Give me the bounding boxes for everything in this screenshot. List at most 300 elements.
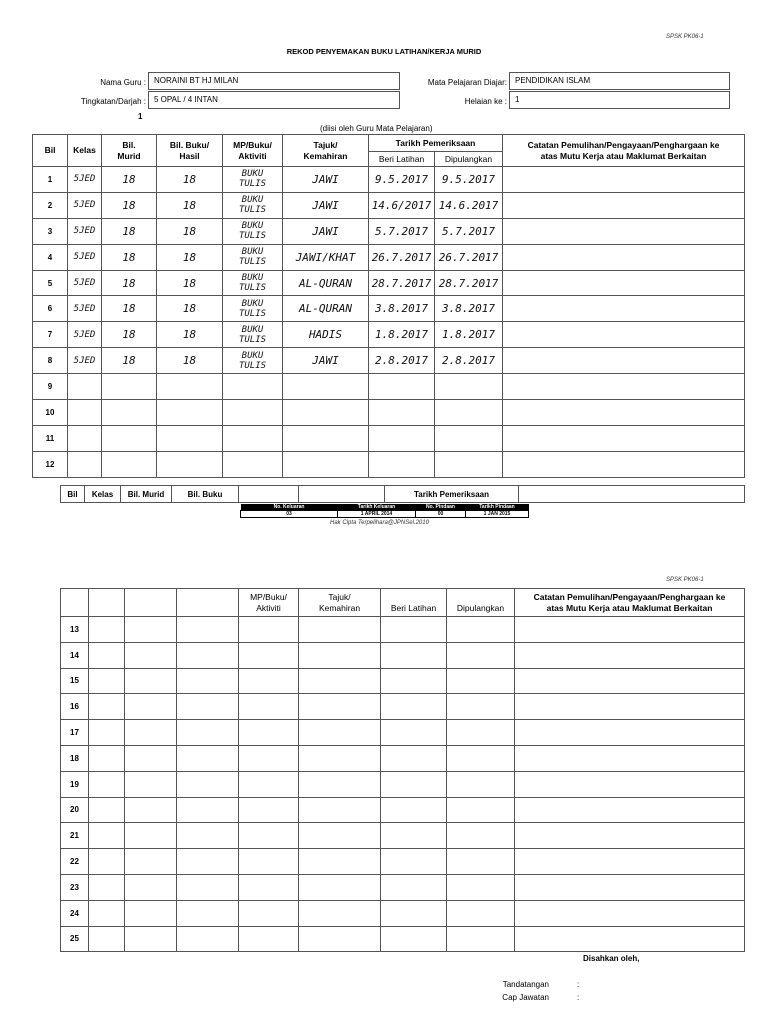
tarikh-keluaran-value: 1 APRIL 2014 bbox=[338, 511, 416, 518]
cell-empty[interactable] bbox=[515, 926, 745, 952]
cell-empty[interactable] bbox=[239, 617, 299, 643]
cell-catatan[interactable] bbox=[503, 244, 745, 270]
tandatangan-colon: : bbox=[577, 980, 580, 989]
cell-bil-buku[interactable]: 18 bbox=[157, 322, 223, 348]
cell-bil[interactable]: 13 bbox=[61, 617, 89, 643]
cell-beri-latihan[interactable]: 9.5.2017 bbox=[369, 167, 435, 193]
cell-catatan[interactable] bbox=[503, 192, 745, 218]
cell-bil-murid[interactable]: 18 bbox=[102, 296, 157, 322]
cell-empty[interactable] bbox=[177, 874, 239, 900]
cell-bil[interactable]: 21 bbox=[61, 823, 89, 849]
cell-kelas[interactable]: 5JED bbox=[68, 270, 102, 296]
form-code: SPSK PK06-1 bbox=[666, 34, 704, 40]
cell-empty[interactable] bbox=[177, 668, 239, 694]
cell-catatan[interactable] bbox=[503, 167, 745, 193]
cell-empty[interactable] bbox=[125, 720, 177, 746]
cell-dipulangkan[interactable]: 5.7.2017 bbox=[435, 218, 503, 244]
cell-empty[interactable] bbox=[515, 900, 745, 926]
table-row bbox=[33, 451, 745, 477]
cell-mp[interactable]: BUKU TULIS bbox=[223, 270, 283, 296]
cell-bil[interactable]: 22 bbox=[61, 849, 89, 875]
cell-kelas[interactable]: 5JED bbox=[68, 348, 102, 374]
cell-empty[interactable] bbox=[239, 720, 299, 746]
cell-empty[interactable] bbox=[177, 771, 239, 797]
cell-bil[interactable]: 17 bbox=[61, 720, 89, 746]
cell-empty[interactable] bbox=[515, 874, 745, 900]
cell-empty[interactable] bbox=[299, 642, 381, 668]
cell-dipulangkan[interactable] bbox=[435, 425, 503, 451]
cell-bil[interactable]: 9 bbox=[33, 374, 68, 400]
cell-dipulangkan[interactable] bbox=[435, 400, 503, 426]
cell-bil[interactable]: 6 bbox=[33, 296, 68, 322]
cell-empty[interactable] bbox=[515, 823, 745, 849]
cell-kelas[interactable]: 5JED bbox=[68, 322, 102, 348]
footer-bil-murid: Bil. Murid bbox=[121, 486, 172, 503]
cell-catatan[interactable] bbox=[503, 322, 745, 348]
cell-empty[interactable] bbox=[299, 745, 381, 771]
cell-beri-latihan[interactable]: 26.7.2017 bbox=[369, 244, 435, 270]
table-row bbox=[61, 823, 745, 849]
no-keluaran-label: No. Keluaran bbox=[241, 504, 338, 511]
cell-empty[interactable] bbox=[89, 874, 125, 900]
table-row bbox=[33, 244, 745, 270]
cell-empty[interactable] bbox=[447, 694, 515, 720]
nama-guru-field[interactable]: NORAINI BT HJ MILAN bbox=[148, 72, 400, 90]
cell-empty[interactable] bbox=[447, 900, 515, 926]
table-row bbox=[33, 425, 745, 451]
cell-empty[interactable] bbox=[299, 900, 381, 926]
cell-tajuk[interactable]: JAWI bbox=[283, 192, 369, 218]
cell-bil[interactable]: 25 bbox=[61, 926, 89, 952]
cell-kelas[interactable]: 5JED bbox=[68, 296, 102, 322]
helaian-field[interactable]: 1 bbox=[509, 91, 730, 109]
copyright: Hak Cipta Terpelihara@JPNSel.2010 bbox=[330, 520, 429, 526]
tarikh-keluaran-label: Tarikh Keluaran bbox=[338, 504, 416, 511]
cell-empty[interactable] bbox=[239, 642, 299, 668]
cell-beri-latihan[interactable]: 14.6/2017 bbox=[369, 192, 435, 218]
no-keluaran-value: 03 bbox=[241, 511, 338, 518]
cell-empty[interactable] bbox=[125, 823, 177, 849]
cell-empty[interactable] bbox=[515, 694, 745, 720]
cell-empty[interactable] bbox=[299, 771, 381, 797]
cell-empty[interactable] bbox=[381, 642, 447, 668]
cell-empty[interactable] bbox=[89, 720, 125, 746]
table-row bbox=[61, 900, 745, 926]
cell-tajuk[interactable]: AL-QURAN bbox=[283, 270, 369, 296]
cell-empty[interactable] bbox=[381, 849, 447, 875]
cell-kelas[interactable]: 5JED bbox=[68, 192, 102, 218]
cell-dipulangkan[interactable]: 9.5.2017 bbox=[435, 167, 503, 193]
cell-mp[interactable] bbox=[223, 425, 283, 451]
cell-bil[interactable]: 12 bbox=[33, 451, 68, 477]
cell-bil-buku[interactable]: 18 bbox=[157, 296, 223, 322]
cell-empty[interactable] bbox=[447, 617, 515, 643]
cell-beri-latihan[interactable] bbox=[369, 451, 435, 477]
cell-empty[interactable] bbox=[447, 823, 515, 849]
cell-catatan[interactable] bbox=[503, 425, 745, 451]
cell-empty[interactable] bbox=[381, 745, 447, 771]
footer-bil: Bil bbox=[61, 486, 85, 503]
hdr-bil-buku: Bil. Buku/ Hasil bbox=[157, 135, 223, 167]
cell-bil-murid[interactable] bbox=[102, 400, 157, 426]
cell-empty[interactable] bbox=[125, 668, 177, 694]
cell-tajuk[interactable] bbox=[283, 400, 369, 426]
cell-empty[interactable] bbox=[125, 694, 177, 720]
cell-empty[interactable] bbox=[447, 849, 515, 875]
cell-empty[interactable] bbox=[299, 874, 381, 900]
cell-mp[interactable] bbox=[223, 374, 283, 400]
cell-tajuk[interactable] bbox=[283, 425, 369, 451]
table-row bbox=[61, 642, 745, 668]
p2-hdr-beri-latihan: Beri Latihan bbox=[381, 589, 447, 617]
cell-tajuk[interactable]: JAWI bbox=[283, 218, 369, 244]
cell-bil[interactable]: 2 bbox=[33, 192, 68, 218]
cell-mp[interactable]: BUKU TULIS bbox=[223, 296, 283, 322]
cell-dipulangkan[interactable]: 26.7.2017 bbox=[435, 244, 503, 270]
note-text: (diisi oleh Guru Mata Pelajaran) bbox=[320, 124, 433, 133]
cell-empty[interactable] bbox=[89, 745, 125, 771]
cell-bil[interactable]: 4 bbox=[33, 244, 68, 270]
cell-empty[interactable] bbox=[239, 668, 299, 694]
p2-hdr-empty-1 bbox=[61, 589, 89, 617]
cell-bil[interactable]: 8 bbox=[33, 348, 68, 374]
cell-empty[interactable] bbox=[239, 926, 299, 952]
cell-beri-latihan[interactable] bbox=[369, 400, 435, 426]
cell-tajuk[interactable] bbox=[283, 374, 369, 400]
table-row bbox=[33, 192, 745, 218]
cell-bil-murid[interactable]: 18 bbox=[102, 167, 157, 193]
cell-bil[interactable]: 19 bbox=[61, 771, 89, 797]
footer-empty-1 bbox=[239, 486, 299, 503]
table-row bbox=[61, 797, 745, 823]
cell-bil-murid[interactable]: 18 bbox=[102, 348, 157, 374]
cell-bil-buku[interactable] bbox=[157, 374, 223, 400]
table-row bbox=[33, 374, 745, 400]
cell-bil[interactable]: 18 bbox=[61, 745, 89, 771]
cell-bil[interactable]: 20 bbox=[61, 797, 89, 823]
cell-empty[interactable] bbox=[89, 694, 125, 720]
cell-empty[interactable] bbox=[125, 797, 177, 823]
issue-info-table bbox=[240, 504, 529, 518]
p2-hdr-catatan: Catatan Pemulihan/Pengayaan/Penghargaan ke atas Mutu Kerja atau Maklumat Berkaitan bbox=[515, 589, 745, 617]
cell-kelas[interactable]: 5JED bbox=[68, 218, 102, 244]
footer-bil-buku: Bil. Buku bbox=[172, 486, 239, 503]
cell-bil-buku[interactable]: 18 bbox=[157, 244, 223, 270]
cell-empty[interactable] bbox=[381, 668, 447, 694]
cell-bil-murid[interactable]: 18 bbox=[102, 322, 157, 348]
cell-empty[interactable] bbox=[447, 874, 515, 900]
cap-jawatan-label: Cap Jawatan bbox=[502, 993, 549, 1002]
cell-catatan[interactable] bbox=[503, 374, 745, 400]
p2-hdr-tajuk: Tajuk/ Kemahiran bbox=[299, 589, 381, 617]
cell-empty[interactable] bbox=[299, 849, 381, 875]
cell-empty[interactable] bbox=[299, 694, 381, 720]
table-row bbox=[61, 720, 745, 746]
record-table-1 bbox=[32, 134, 745, 478]
mata-pelajaran-field[interactable]: PENDIDIKAN ISLAM bbox=[509, 72, 730, 90]
cell-empty[interactable] bbox=[177, 720, 239, 746]
footer-tarikh: Tarikh Pemeriksaan bbox=[385, 486, 519, 503]
cell-bil-murid[interactable]: 18 bbox=[102, 270, 157, 296]
hdr-mp: MP/Buku/ Aktiviti bbox=[223, 135, 283, 167]
cell-empty[interactable] bbox=[515, 642, 745, 668]
table-row bbox=[61, 617, 745, 643]
table-row bbox=[61, 849, 745, 875]
cell-empty[interactable] bbox=[89, 926, 125, 952]
cell-empty[interactable] bbox=[177, 900, 239, 926]
hdr-dipulangkan: Dipulangkan bbox=[435, 152, 503, 167]
cell-mp[interactable] bbox=[223, 400, 283, 426]
hdr-kelas: Kelas bbox=[68, 135, 102, 167]
cell-catatan[interactable] bbox=[503, 218, 745, 244]
cell-bil[interactable]: 14 bbox=[61, 642, 89, 668]
cell-empty[interactable] bbox=[125, 771, 177, 797]
cell-beri-latihan[interactable]: 2.8.2017 bbox=[369, 348, 435, 374]
footer-empty-3 bbox=[519, 486, 745, 503]
cell-empty[interactable] bbox=[515, 745, 745, 771]
hdr-tajuk: Tajuk/ Kemahiran bbox=[283, 135, 369, 167]
table-row bbox=[33, 348, 745, 374]
cell-empty[interactable] bbox=[177, 745, 239, 771]
cell-empty[interactable] bbox=[447, 720, 515, 746]
cell-empty[interactable] bbox=[447, 745, 515, 771]
cell-dipulangkan[interactable]: 28.7.2017 bbox=[435, 270, 503, 296]
disahkan-label: Disahkan oleh, bbox=[583, 954, 640, 963]
cell-beri-latihan[interactable]: 1.8.2017 bbox=[369, 322, 435, 348]
hdr-bil: Bil bbox=[33, 135, 68, 167]
cell-empty[interactable] bbox=[125, 617, 177, 643]
page-title: REKOD PENYEMAKAN BUKU LATIHAN/KERJA MURID bbox=[286, 47, 482, 56]
no-pindaan-label: No. Pindaan bbox=[416, 504, 466, 511]
table-row bbox=[61, 771, 745, 797]
tandatangan-label: Tandatangan bbox=[502, 980, 549, 989]
cell-empty[interactable] bbox=[299, 823, 381, 849]
cell-dipulangkan[interactable]: 1.8.2017 bbox=[435, 322, 503, 348]
cell-empty[interactable] bbox=[125, 874, 177, 900]
cell-empty[interactable] bbox=[239, 849, 299, 875]
cell-empty[interactable] bbox=[381, 694, 447, 720]
cell-empty[interactable] bbox=[515, 797, 745, 823]
cell-empty[interactable] bbox=[177, 797, 239, 823]
cell-empty[interactable] bbox=[381, 797, 447, 823]
cell-kelas[interactable] bbox=[68, 425, 102, 451]
cell-empty[interactable] bbox=[125, 849, 177, 875]
cell-empty[interactable] bbox=[125, 900, 177, 926]
cell-empty[interactable] bbox=[239, 823, 299, 849]
hdr-tarikh: Tarikh Pemeriksaan bbox=[369, 135, 503, 152]
cell-bil-buku[interactable]: 18 bbox=[157, 348, 223, 374]
cell-empty[interactable] bbox=[239, 797, 299, 823]
cell-kelas[interactable]: 5JED bbox=[68, 244, 102, 270]
cell-empty[interactable] bbox=[381, 874, 447, 900]
p2-hdr-empty-3 bbox=[125, 589, 177, 617]
hdr-bil-murid: Bil. Murid bbox=[102, 135, 157, 167]
cell-bil[interactable]: 5 bbox=[33, 270, 68, 296]
cell-dipulangkan[interactable]: 2.8.2017 bbox=[435, 348, 503, 374]
cell-mp[interactable]: BUKU TULIS bbox=[223, 192, 283, 218]
cell-tajuk[interactable]: HADIS bbox=[283, 322, 369, 348]
cell-empty[interactable] bbox=[447, 771, 515, 797]
cell-catatan[interactable] bbox=[503, 451, 745, 477]
footer-summary-row bbox=[60, 485, 745, 503]
cell-bil-murid[interactable]: 18 bbox=[102, 244, 157, 270]
cell-empty[interactable] bbox=[89, 771, 125, 797]
cell-empty[interactable] bbox=[239, 745, 299, 771]
cell-bil-murid[interactable]: 18 bbox=[102, 218, 157, 244]
cell-empty[interactable] bbox=[299, 617, 381, 643]
table-row bbox=[33, 296, 745, 322]
cell-empty[interactable] bbox=[381, 617, 447, 643]
cell-bil-buku[interactable] bbox=[157, 425, 223, 451]
hdr-catatan: Catatan Pemulihan/Pengayaan/Penghargaan ke atas Mutu Kerja atau Maklumat Berkaitan bbox=[503, 135, 745, 167]
cell-dipulangkan[interactable]: 14.6.2017 bbox=[435, 192, 503, 218]
cell-empty[interactable] bbox=[299, 668, 381, 694]
stray-number: 1 bbox=[138, 112, 143, 121]
cell-bil[interactable]: 11 bbox=[33, 425, 68, 451]
cell-kelas[interactable] bbox=[68, 451, 102, 477]
cell-tajuk[interactable]: AL-QURAN bbox=[283, 296, 369, 322]
cell-tajuk[interactable] bbox=[283, 451, 369, 477]
cell-beri-latihan[interactable]: 5.7.2017 bbox=[369, 218, 435, 244]
cell-bil-buku[interactable] bbox=[157, 400, 223, 426]
cell-empty[interactable] bbox=[239, 900, 299, 926]
tarikh-pindaan-label: Tarikh Pindaan bbox=[466, 504, 529, 511]
cell-mp[interactable]: BUKU TULIS bbox=[223, 244, 283, 270]
cell-empty[interactable] bbox=[381, 823, 447, 849]
cell-bil[interactable]: 15 bbox=[61, 668, 89, 694]
cell-empty[interactable] bbox=[89, 668, 125, 694]
footer-empty-2 bbox=[299, 486, 385, 503]
cell-kelas[interactable] bbox=[68, 374, 102, 400]
cell-mp[interactable]: BUKU TULIS bbox=[223, 218, 283, 244]
cell-bil[interactable]: 1 bbox=[33, 167, 68, 193]
cell-empty[interactable] bbox=[381, 771, 447, 797]
cell-dipulangkan[interactable] bbox=[435, 451, 503, 477]
hdr-beri-latihan: Beri Latihan bbox=[369, 152, 435, 167]
cell-empty[interactable] bbox=[381, 720, 447, 746]
cell-bil-buku[interactable]: 18 bbox=[157, 167, 223, 193]
cell-bil-buku[interactable]: 18 bbox=[157, 218, 223, 244]
cell-mp[interactable]: BUKU TULIS bbox=[223, 348, 283, 374]
p2-hdr-mp: MP/Buku/ Aktiviti bbox=[239, 589, 299, 617]
cell-empty[interactable] bbox=[515, 849, 745, 875]
tingkatan-field[interactable]: 5 OPAL / 4 INTAN bbox=[148, 91, 400, 109]
nama-guru-label: Nama Guru : bbox=[100, 78, 146, 87]
helaian-label: Helaian ke : bbox=[464, 97, 507, 106]
tingkatan-label: Tingkatan/Darjah : bbox=[80, 97, 146, 106]
cell-empty[interactable] bbox=[177, 694, 239, 720]
cell-tajuk[interactable]: JAWI bbox=[283, 167, 369, 193]
cell-tajuk[interactable]: JAWI bbox=[283, 348, 369, 374]
cell-empty[interactable] bbox=[89, 849, 125, 875]
table-row bbox=[33, 218, 745, 244]
cell-beri-latihan[interactable]: 3.8.2017 bbox=[369, 296, 435, 322]
table-row bbox=[61, 874, 745, 900]
cell-catatan[interactable] bbox=[503, 348, 745, 374]
cell-empty[interactable] bbox=[89, 797, 125, 823]
cell-empty[interactable] bbox=[447, 668, 515, 694]
cell-bil-murid[interactable] bbox=[102, 451, 157, 477]
cell-empty[interactable] bbox=[177, 849, 239, 875]
cell-mp[interactable] bbox=[223, 451, 283, 477]
cell-empty[interactable] bbox=[177, 642, 239, 668]
cell-empty[interactable] bbox=[239, 771, 299, 797]
cell-bil-buku[interactable] bbox=[157, 451, 223, 477]
cell-catatan[interactable] bbox=[503, 400, 745, 426]
cell-bil-buku[interactable]: 18 bbox=[157, 192, 223, 218]
cell-empty[interactable] bbox=[515, 668, 745, 694]
cell-empty[interactable] bbox=[177, 617, 239, 643]
table-row bbox=[61, 745, 745, 771]
cell-catatan[interactable] bbox=[503, 270, 745, 296]
cell-tajuk[interactable]: JAWI/KHAT bbox=[283, 244, 369, 270]
cell-bil-murid[interactable]: 18 bbox=[102, 192, 157, 218]
cap-jawatan-colon: : bbox=[577, 993, 580, 1002]
cell-beri-latihan[interactable] bbox=[369, 374, 435, 400]
cell-mp[interactable]: BUKU TULIS bbox=[223, 167, 283, 193]
cell-bil[interactable]: 23 bbox=[61, 874, 89, 900]
tarikh-pindaan-value: 1 JAN 2015 bbox=[466, 511, 529, 518]
cell-empty[interactable] bbox=[239, 694, 299, 720]
footer-kelas: Kelas bbox=[85, 486, 121, 503]
cell-beri-latihan[interactable]: 28.7.2017 bbox=[369, 270, 435, 296]
cell-bil[interactable]: 7 bbox=[33, 322, 68, 348]
cell-empty[interactable] bbox=[89, 823, 125, 849]
no-pindaan-value: 00 bbox=[416, 511, 466, 518]
cell-empty[interactable] bbox=[177, 926, 239, 952]
table-row bbox=[33, 167, 745, 193]
cell-catatan[interactable] bbox=[503, 296, 745, 322]
cell-empty[interactable] bbox=[239, 874, 299, 900]
cell-mp[interactable]: BUKU TULIS bbox=[223, 322, 283, 348]
cell-bil[interactable]: 10 bbox=[33, 400, 68, 426]
table-row bbox=[33, 270, 745, 296]
cell-empty[interactable] bbox=[447, 797, 515, 823]
cell-empty[interactable] bbox=[89, 617, 125, 643]
cell-empty[interactable] bbox=[515, 771, 745, 797]
cell-empty[interactable] bbox=[381, 900, 447, 926]
cell-bil-murid[interactable] bbox=[102, 425, 157, 451]
cell-empty[interactable] bbox=[177, 823, 239, 849]
cell-empty[interactable] bbox=[515, 720, 745, 746]
cell-bil[interactable]: 16 bbox=[61, 694, 89, 720]
cell-empty[interactable] bbox=[89, 900, 125, 926]
cell-bil-buku[interactable]: 18 bbox=[157, 270, 223, 296]
cell-dipulangkan[interactable] bbox=[435, 374, 503, 400]
cell-bil[interactable]: 3 bbox=[33, 218, 68, 244]
cell-empty[interactable] bbox=[447, 642, 515, 668]
cell-empty[interactable] bbox=[125, 745, 177, 771]
cell-empty[interactable] bbox=[89, 642, 125, 668]
cell-empty[interactable] bbox=[447, 926, 515, 952]
cell-empty[interactable] bbox=[299, 720, 381, 746]
p2-hdr-empty-2 bbox=[89, 589, 125, 617]
cell-beri-latihan[interactable] bbox=[369, 425, 435, 451]
cell-empty[interactable] bbox=[299, 926, 381, 952]
cell-kelas[interactable] bbox=[68, 400, 102, 426]
cell-empty[interactable] bbox=[381, 926, 447, 952]
record-table-2 bbox=[60, 588, 745, 952]
cell-kelas[interactable]: 5JED bbox=[68, 167, 102, 193]
cell-empty[interactable] bbox=[125, 642, 177, 668]
cell-empty[interactable] bbox=[299, 797, 381, 823]
cell-bil[interactable]: 24 bbox=[61, 900, 89, 926]
cell-bil-murid[interactable] bbox=[102, 374, 157, 400]
form-code-2: SPSK PK06-1 bbox=[666, 577, 704, 583]
cell-empty[interactable] bbox=[125, 926, 177, 952]
cell-dipulangkan[interactable]: 3.8.2017 bbox=[435, 296, 503, 322]
cell-empty[interactable] bbox=[515, 617, 745, 643]
